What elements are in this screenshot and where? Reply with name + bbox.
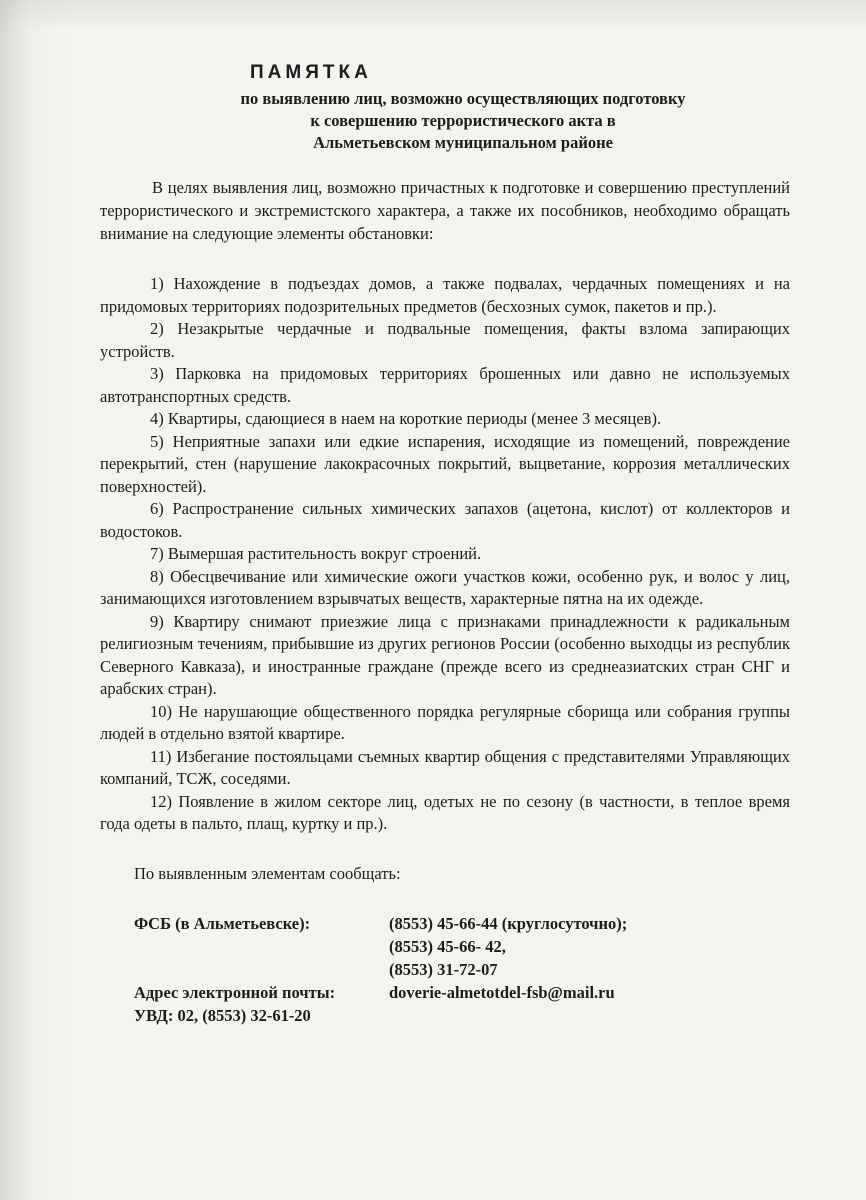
fsb-phone: (8553) 45-66-44 (круглосуточно); [389, 913, 628, 933]
scan-shadow-left [0, 0, 70, 1200]
subtitle-line: к совершению террористического акта в [310, 111, 616, 130]
list-item: 12) Появление в жилом секторе лиц, одетых не по сезону (в частности, в теплое время года одеты в пальто, плащ, куртку и пр.). [100, 791, 790, 833]
spacer [134, 958, 389, 981]
fsb-row [134, 935, 790, 958]
subtitle-line: Альметьевском муниципальном районе [313, 133, 613, 152]
fsb-phone: (8553) 31-72-07 [389, 959, 498, 979]
list-item: 6) Распространение сильных химических запахов (ацетона, кислот) от коллекторов и водостоков. [100, 499, 790, 541]
spacer [134, 935, 389, 958]
items-list [100, 273, 790, 836]
list-item: 2) Незакрытые чердачные и подвальные помещения, факты взлома запирающих устройств. [100, 319, 790, 361]
list-item: 10) Не нарушающие общественного порядка регулярные сборища или собрания группы людей в отдельно взятой квартире. [100, 701, 790, 743]
list-item: 5) Неприятные запахи или едкие испарения, исходящие из помещений, повреждение перекрытий, стен (нарушение лакокрасочных покрытий, выцветание, коррозия металлических поверхностей). [100, 431, 790, 496]
uvd-contact: УВД: 02, (8553) 32-61-20 [134, 1005, 311, 1025]
contacts-block [100, 912, 790, 1027]
scan-shadow-top [0, 0, 866, 30]
email-value: doverie-almetotdel-fsb@mail.ru [389, 982, 615, 1002]
report-instruction: По выявленным элементам сообщать: [134, 863, 401, 883]
subtitle-line: по выявлению лиц, возможно осуществляющих подготовку [240, 89, 686, 108]
email-row [134, 981, 790, 1004]
fsb-phone: (8553) 45-66- 42, [389, 936, 506, 956]
fsb-row [134, 912, 790, 935]
list-item: 9) Квартиру снимают приезжие лица с признаками принадлежности к радикальным религиозным течениям, прибывшие из других регионов России (особенно выходцы из республик Северного Кавказа), и иностранные граждане (прежде всего из среднеазиатских стран СНГ и арабских стран). [100, 611, 790, 698]
list-item: 8) Обесцвечивание или химические ожоги участков кожи, особенно рук, и волос у лиц, занимающихся изготовлением взрывчатых веществ, характерные пятна на их одежде. [100, 566, 790, 608]
list-item: 11) Избегание постояльцами съемных квартир общения с представителями Управляющих компаний, ТСЖ, соседями. [100, 746, 790, 788]
uvd-row [134, 1004, 790, 1027]
document-title: ПАМЯТКА [250, 62, 372, 83]
fsb-label: ФСБ (в Альметьевске): [134, 913, 311, 933]
list-item: 4) Квартиры, сдающиеся в наем на короткие периоды (менее 3 месяцев). [150, 409, 662, 428]
intro-paragraph: В целях выявления лиц, возможно причастных к подготовке и совершению преступлений террористического и экстремистского характера, а также их пособников, необходимо обращать внимание на следующие элементы обстановки: [100, 178, 790, 243]
document-subtitle [136, 88, 790, 154]
email-label: Адрес электронной почты: [134, 982, 336, 1002]
list-item: 1) Нахождение в подъездах домов, а также подвалах, чердачных помещениях и на придомовых территориях подозрительных предметов (бесхозных сумок, пакетов и пр.). [100, 274, 790, 316]
list-item: 3) Парковка на придомовых территориях брошенных или давно не используемых автотранспортных средств. [100, 364, 790, 406]
fsb-row [134, 958, 790, 981]
document-page [100, 62, 790, 1027]
list-item: 7) Вымершая растительность вокруг строений. [150, 544, 482, 563]
